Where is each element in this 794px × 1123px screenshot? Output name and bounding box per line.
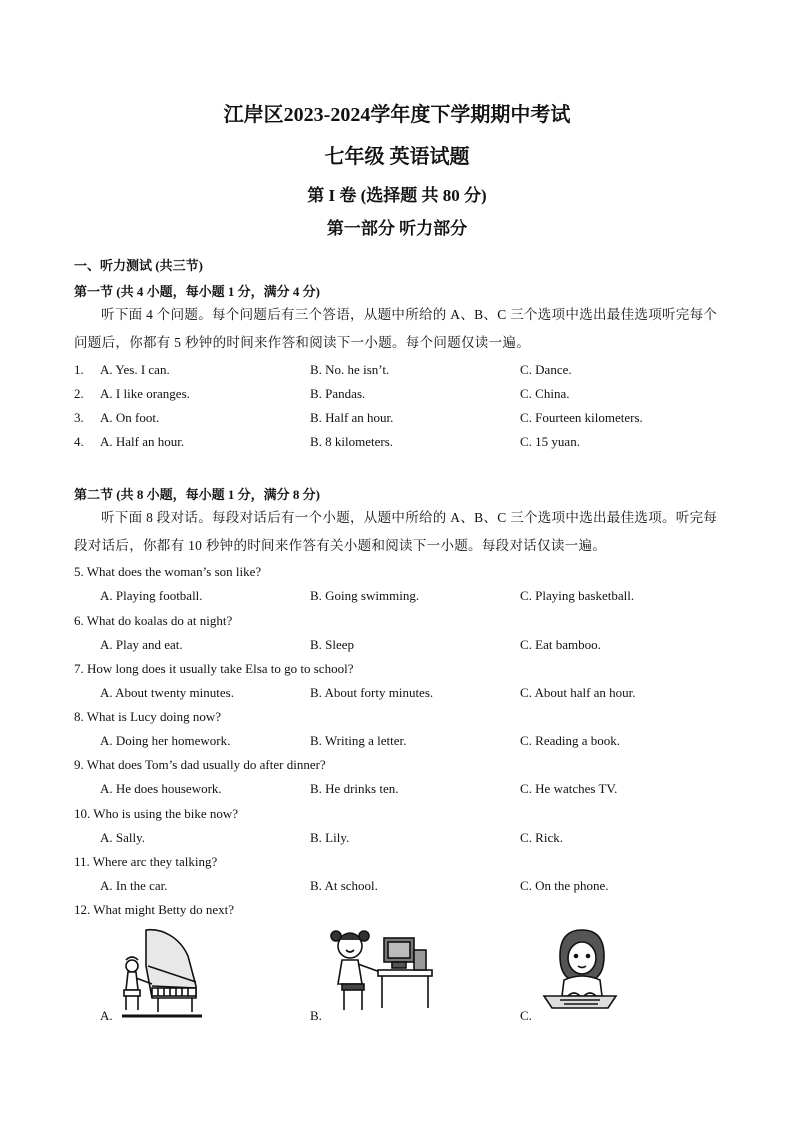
item-number: 4. [74,434,84,449]
section2-instructions: 听下面 8 段对话。每段对话后有一个小题，从题中所给的 A、B、C 三个选项中选出最佳选项。听完每段对话后，你都有 10 秒钟的时间来作答有关小题和阅读下一小题。每段对话仅读一遍。 [74,510,718,553]
option-c: C. Rick. [520,830,563,845]
item-number: 1. [74,362,84,377]
option-c: C. About half an hour. [520,685,636,700]
exam-subtitle: 七年级 英语试题 [324,146,470,168]
reading-picture [540,926,620,1012]
part-heading: 第一部分 听力部分 [326,219,468,238]
option-c: C. On the phone. [520,878,609,893]
option-c: C. He watches TV. [520,781,618,796]
option-c: C. Reading a book. [520,733,621,748]
option-b: B. Half an hour. [310,410,394,425]
option-a: A. Play and eat. [100,637,183,652]
option-b: B. Sleep [310,637,355,652]
item-number: 3. [74,410,84,425]
option-b: B. No. he isn’t. [310,362,390,377]
option-a: A. Half an hour. [100,434,185,449]
question: 6. What do koalas do at night? [74,613,233,628]
option-b-label: B. [310,1008,322,1023]
option-a: A. About twenty minutes. [100,685,234,700]
question: 12. What might Betty do next? [74,902,235,917]
question: 7. How long does it usually take Elsa to go to school? [74,661,354,676]
piano-picture [118,926,204,1020]
option-b: B. Pandas. [310,386,366,401]
option-b: B. Going swimming. [310,588,420,603]
option-a: A. In the car. [100,878,168,893]
option-b: B. At school. [310,878,378,893]
option-a: A. Yes. I can. [100,362,170,377]
option-b: B. Lily. [310,830,350,845]
option-b: B. About forty minutes. [310,685,434,700]
question: 10. Who is using the bike now? [74,806,239,821]
section1-instructions: 听下面 4 个问题。每个问题后有三个答语，从题中所给的 A、B、C 三个选项中选出最佳选项听完每个问题后，你都有 5 秒钟的时间来作答和阅读下一小题。每个问题仅读一遍。 [74,307,718,350]
option-a: A. He does housework. [100,781,222,796]
option-a: A. I like oranges. [100,386,190,401]
option-c: C. Fourteen kilometers. [520,410,643,425]
question: 5. What does the woman’s son like? [74,564,262,579]
section1-heading: 第一节 (共 4 小题，每小题 1 分，满分 4 分) [74,284,320,299]
option-a: A. Doing her homework. [100,733,231,748]
section-heading: 一、听力测试 (共三节) [74,258,203,273]
option-c-label: C. [520,1008,532,1023]
option-c: C. Eat bamboo. [520,637,601,652]
option-c: C. China. [520,386,570,401]
question: 9. What does Tom’s dad usually do after dinner? [74,757,326,772]
option-c: C. Playing basketball. [520,588,635,603]
section2-heading: 第二节 (共 8 小题，每小题 1 分，满分 8 分) [74,487,320,502]
option-b: B. He drinks ten. [310,781,399,796]
computer-picture [328,926,438,1014]
question: 11. Where arc they talking? [74,854,218,869]
option-c: C. 15 yuan. [520,434,580,449]
question: 8. What is Lucy doing now? [74,709,222,724]
option-a: A. Sally. [100,830,146,845]
item-number: 2. [74,386,84,401]
option-b: B. 8 kilometers. [310,434,394,449]
option-a-label: A. [100,1008,113,1023]
option-a: A. On foot. [100,410,160,425]
option-c: C. Dance. [520,362,572,377]
exam-title: 江岸区2023-2024学年度下学期期中考试 [223,104,571,126]
option-a: A. Playing football. [100,588,203,603]
volume-heading: 第 I 卷 (选择题 共 80 分) [307,186,487,205]
option-b: B. Writing a letter. [310,733,407,748]
